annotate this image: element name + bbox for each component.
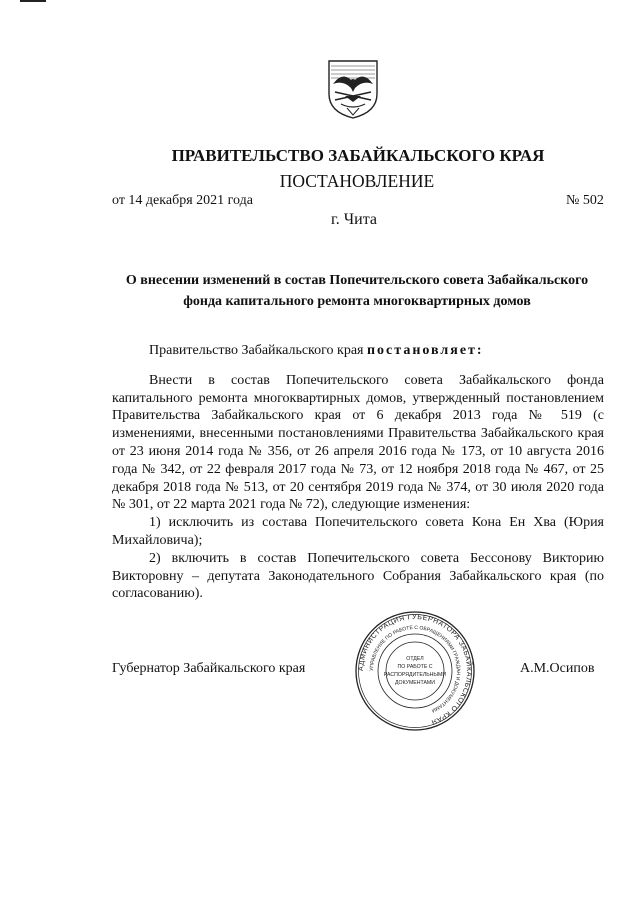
stamp-inner-text: УПРАВЛЕНИЕ ПО РАБОТЕ С ОБРАЩЕНИЯМИ ГРАЖДАН И ДОКУМЕНТАМИ — [368, 624, 462, 714]
organization-name: ПРАВИТЕЛЬСТВО ЗАБАЙКАЛЬСКОГО КРАЯ — [171, 146, 545, 165]
document-type: ПОСТАНОВЛЕНИЕ — [279, 171, 435, 191]
decree-word: постановляет: — [366, 343, 484, 358]
main-paragraph: Внести в состав Попечительского совета Забайкальского фонда капитального ремонта многоквартирных домов, утвержденный постановлением Правительства Забайкальского края от 6 декабря 2013 года № 519 (с изменениями, внесенными постановлениями Правительства Забайкальского края от 23 июня 2014 года № 356, от 26 апреля 2016 года № 173, от 10 августа 2016 года № 342, от 22 февраля 2017 года № 73, от 12 ноября 2018 года № 467, от 25 декабря 2018 года № 513, от 20 сентября 2019 года № 374, от 30 июля 2020 года № 301, от 22 марта 2021 года № 72), следующие изменения: — [112, 372, 604, 513]
title-line-2: фонда капитального ремонта многоквартирных домов — [183, 294, 531, 309]
stamp-center-line-4: ДОКУМЕНТАМИ — [395, 680, 435, 686]
coat-of-arms-emblem — [325, 58, 381, 120]
preamble-text: Правительство Забайкальского края — [149, 343, 367, 358]
title-line-1: О внесении изменений в состав Попечительского совета Забайкальского — [125, 273, 589, 288]
document-title — [112, 270, 602, 312]
item-2: 2) включить в состав Попечительского совета Бессонову Викторию Викторовну – депутата Законодательного Собрания Забайкальского края (по согласованию). — [112, 550, 604, 602]
preamble — [112, 342, 604, 360]
stamp-outer-text: АДМИНИСТРАЦИЯ ГУБЕРНАТОРА ЗАБАЙКАЛЬСКОГО КРАЯ — [357, 613, 473, 726]
document-body — [112, 342, 604, 603]
document-city: г. Чита — [330, 211, 377, 228]
signature-role: Губернатор Забайкальского края — [112, 661, 306, 676]
document-number: № 502 — [566, 193, 604, 208]
stamp-center-line-1: ОТДЕЛ — [406, 656, 424, 662]
item-1: 1) исключить из состава Попечительского совета Кона Ен Хва (Юрия Михайловича); — [112, 515, 604, 548]
signature-name: А.М.Осипов — [520, 661, 595, 676]
corner-mark — [20, 0, 46, 2]
document-date: от 14 декабря 2021 года — [112, 193, 253, 208]
stamp-center-line-2: ПО РАБОТЕ С — [397, 664, 433, 670]
stamp-center-line-3: РАСПОРЯДИТЕЛЬНЫМИ — [383, 672, 447, 678]
official-stamp — [354, 610, 476, 732]
